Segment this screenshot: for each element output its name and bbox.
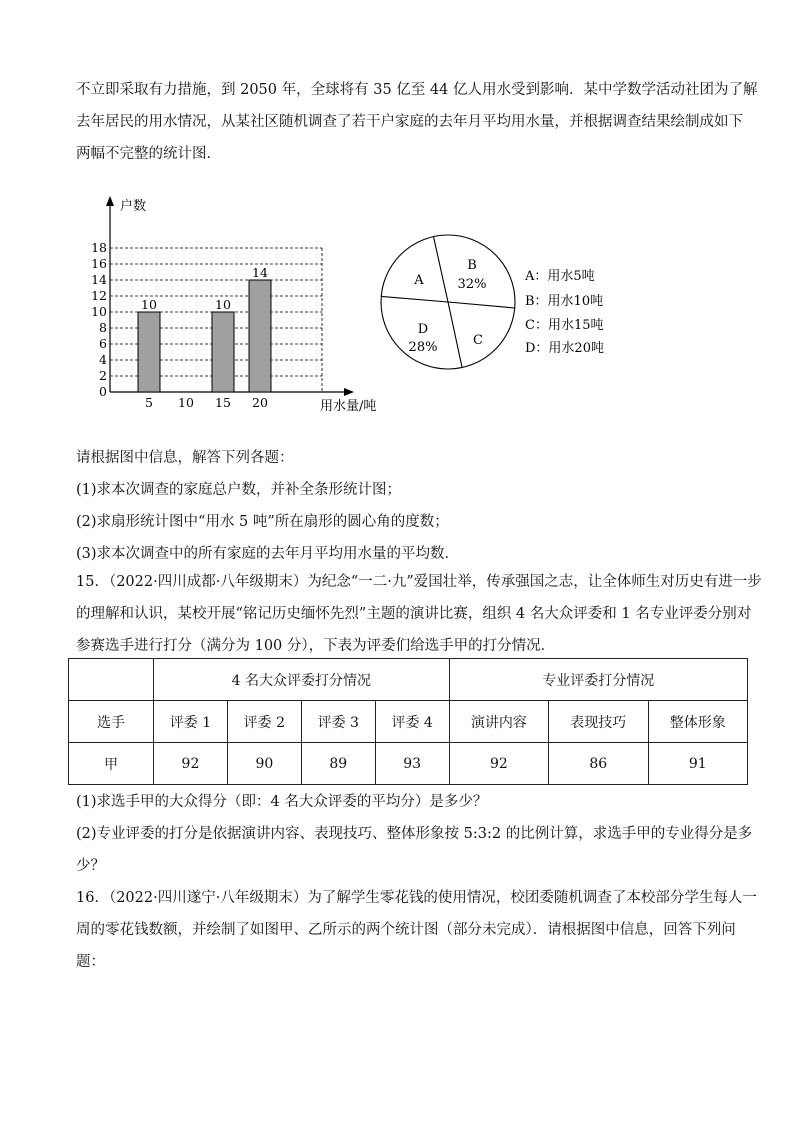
group-header-pro: 专业评委打分情况 [449,659,747,701]
q15-line: 参赛选手进行打分（满分为 100 分），下表为评委们给选手甲的打分情况． [76,638,556,654]
y-tick-label: 8 [99,320,107,335]
table-cell [69,659,154,701]
pie-chart [375,232,625,382]
y-tick-label: 6 [99,336,107,351]
intro-paragraph [76,74,758,170]
pie-slice-label-c: C [473,333,483,348]
x-tick-labels [145,395,268,410]
q15-line: 的理解和认识，某校开展“铭记历史缅怀先烈”主题的演讲比赛，组织 4 名大众评委和 1 名专业评委分别对 [76,606,752,622]
x-axis-arrow [344,388,354,396]
q15-paragraph [76,566,762,662]
score-table [68,658,748,785]
bar [249,280,271,392]
q14-item-1: (1)求本次调查的家庭总户数，并补全条形统计图； [76,482,402,498]
bar-value-label: 14 [252,265,268,280]
x-axis-label: 用水量/吨 [320,399,377,414]
table-row [69,659,748,701]
y-tick-label: 10 [91,304,107,319]
q16-line: 周的零花钱数额，并绘制了如图甲、乙所示的两个统计图（部分未完成）．请根据图中信息，回答下列问 [76,922,736,938]
table-cell: 92 [154,743,228,785]
pie-slice-label-d: D [417,322,429,337]
y-tick-label: 2 [99,368,107,383]
q14-item-2: (2)求扇形统计图中“用水 5 吨”所在扇形的圆心角的度数； [76,514,449,530]
bar-chart [90,190,390,420]
q15-line: 15．（2022·四川成都·八年级期末）为纪念“一二·九”爱国壮举，传承强国之志，让全体师生对历史有进一步 [76,574,762,590]
pie-legend-item: D：用水20吨 [525,341,604,356]
q14-prompt: 请根据图中信息，解答下列各题： [76,450,294,466]
table-cell: 93 [375,743,449,785]
q16-line: 题： [76,954,105,970]
table-header-cell: 选手 [69,701,154,743]
bar [212,312,234,392]
x-tick-label: 20 [252,395,268,410]
bar-value-label: 10 [141,297,157,312]
pie-slice-label-b: B [467,258,477,273]
table-header-cell: 评委 2 [227,701,301,743]
table-header-cell: 评委 1 [154,701,228,743]
table-header-cell: 评委 4 [375,701,449,743]
pie-legend-item: B：用水10吨 [525,294,604,309]
bar-marks [138,265,271,392]
table-cell: 92 [449,743,548,785]
table-header-cell: 评委 3 [301,701,375,743]
y-tick-label: 16 [91,256,107,271]
y-axis-arrow [106,196,114,206]
q15-item: (1)求选手甲的大众得分（即：4 名大众评委的平均分）是多少？ [76,794,488,810]
y-tick-label: 14 [91,272,107,287]
q16-line: 16．（2022·四川遂宁·八年级期末）为了解学生零花钱的使用情况，校团委随机调查了本校部分学生每人一 [76,890,757,906]
y-tick-label: 4 [99,352,107,367]
table-cell: 86 [549,743,648,785]
table-row [69,701,748,743]
y-tick-labels [91,240,107,399]
intro-line: 去年居民的用水情况，从某社区随机调查了若干户家庭的去年月平均用水量，并根据调查结果绘制成如下 [76,114,743,130]
x-tick-label: 10 [178,395,194,410]
q15-item: 少？ [76,858,105,874]
table-header-cell: 演讲内容 [449,701,548,743]
y-tick-label: 12 [91,288,107,303]
bar-value-label: 10 [215,297,231,312]
table-cell: 甲 [69,743,154,785]
q14-item-3: (3)求本次调查中的所有家庭的去年月平均用水量的平均数． [76,546,460,562]
pie-slice-label-a: A [414,273,424,288]
table-cell: 89 [301,743,375,785]
table-row [69,743,748,785]
table-header-cell: 整体形象 [648,701,747,743]
q15-item: (2)专业评委的打分是依据演讲内容、表现技巧、整体形象按 5:3:2 的比例计算，求选手甲的专业得分是多 [76,826,753,842]
q15-items [76,786,753,882]
pie-legend-item: C：用水15吨 [525,318,604,333]
pie-slice-percent-d: 28% [408,340,438,355]
y-tick-label: 0 [99,384,107,399]
table-cell: 90 [227,743,301,785]
pie-legend-item: A：用水5吨 [525,269,595,284]
pie-slice-percent-b: 32% [457,277,487,292]
y-tick-label: 18 [91,240,107,255]
table-cell: 91 [648,743,747,785]
bar [138,312,160,392]
x-tick-label: 5 [145,395,153,410]
intro-line: 两幅不完整的统计图． [76,146,221,162]
intro-line: 不立即采取有力措施，到 2050 年，全球将有 35 亿至 44 亿人用水受到影响．某中学数学活动社团为了解 [76,82,758,98]
x-tick-label: 15 [215,395,231,410]
q16-paragraph [76,882,757,978]
table-header-cell: 表现技巧 [549,701,648,743]
group-header-public: 4 名大众评委打分情况 [154,659,450,701]
y-axis-label: 户数 [120,199,147,214]
